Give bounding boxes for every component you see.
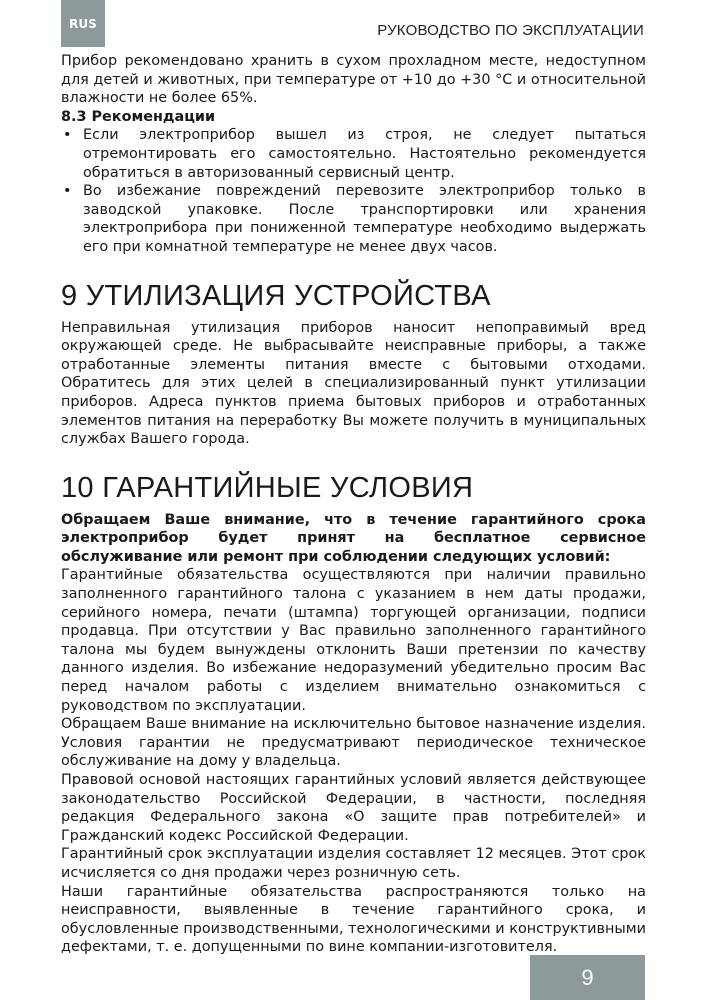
- disposal-paragraph: Неправильная утилизация приборов наносит непоправимый вред окружающей среде. Не выбрасывайте неисправные приборы, а также отработанные элементы питания вместе с бытовыми отходами. Обратитесь для этих целей в специализированный пункт утилизации приборов. Адреса пунктов приема бытовых приборов и отработанных элементов питания на переработку Вы можете получить в муниципальных службах Вашего города.: [61, 319, 646, 448]
- storage-paragraph: Прибор рекомендовано хранить в сухом прохладном месте, недоступном для детей и животных, при температуре от +10 до +30 °С и относительной влажности не более 65%.: [61, 53, 646, 107]
- warranty-paragraph: Правовой основой настоящих гарантийных условий является действующее законодательство Российской Федерации, в частности, последняя редакция Федерального закона «О защите прав потребителей» и Гражданский кодекс Российской Федерации.: [61, 772, 646, 844]
- list-item-text: Если электроприбор вышел из строя, не следует пытаться отремонтировать его самостоятельно. Настоятельно рекомендуется обратиться в авторизованный сервисный центр.: [83, 127, 646, 181]
- page-content: [61, 52, 646, 957]
- bullet-icon: •: [63, 127, 72, 144]
- section-10-title: 10 ГАРАНТИЙНЫЕ УСЛОВИЯ: [61, 471, 474, 504]
- recommendations-list: [61, 126, 646, 256]
- page-number: [530, 955, 645, 1000]
- warranty-paragraph: Гарантийный срок эксплуатации изделия составляет 12 месяцев. Этот срок исчисляется со дня продажи через розничную сеть.: [61, 846, 646, 881]
- warranty-paragraph: Наши гарантийные обязательства распространяются только на неисправности, выявленные в течение гарантийного срока, и обусловленные производственными, технологическими и конструктивными дефектами, т. е. допущенными по вине компании-изготовителя.: [61, 883, 646, 956]
- list-item-text: Во избежание повреждений перевозите электроприбор только в заводской упаковке. После транспортировки или хранения электроприбора при пониженной температуре необходимо выдержать его при комнатной температуре не менее двух часов.: [83, 183, 646, 255]
- page-number-label: 9: [581, 964, 594, 990]
- language-badge-label: RUS: [69, 16, 97, 31]
- warranty-paragraph: Обращаем Ваше внимание на исключительно бытовое назначение изделия. Условия гарантии не предусматривают периодическое техническое обслуживание на дому у владельца.: [61, 716, 646, 770]
- language-badge: [61, 0, 105, 47]
- section-9-title: 9 УТИЛИЗАЦИЯ УСТРОЙСТВА: [61, 279, 491, 312]
- warranty-intro: Обращаем Ваше внимание, что в течение гарантийного срока электроприбор будет принят на бесплатное сервисное обслуживание или ремонт при соблюдении следующих условий:: [61, 511, 646, 565]
- recommendations-heading: 8.3 Рекомендации: [61, 108, 216, 125]
- list-item: [61, 182, 646, 256]
- warranty-paragraph: Гарантийные обязательства осуществляются при наличии правильно заполненного гарантийного талона с указанием в нем даты продажи, серийного номера, печати (штампа) торгующей организации, подписи продавца. При отсутствии у Вас правильно заполненного гарантийного талона мы будем вынуждены отклонить Ваши претензии по качеству данного изделия. Во избежание недоразумений убедительно просим Вас перед началом работы с изделием внимательно ознакомиться с руководством по эксплуатации.: [61, 567, 646, 714]
- bullet-icon: •: [63, 183, 72, 200]
- manual-header-title: РУКОВОДСТВО ПО ЭКСПЛУАТАЦИИ: [377, 22, 644, 39]
- list-item: [61, 126, 646, 182]
